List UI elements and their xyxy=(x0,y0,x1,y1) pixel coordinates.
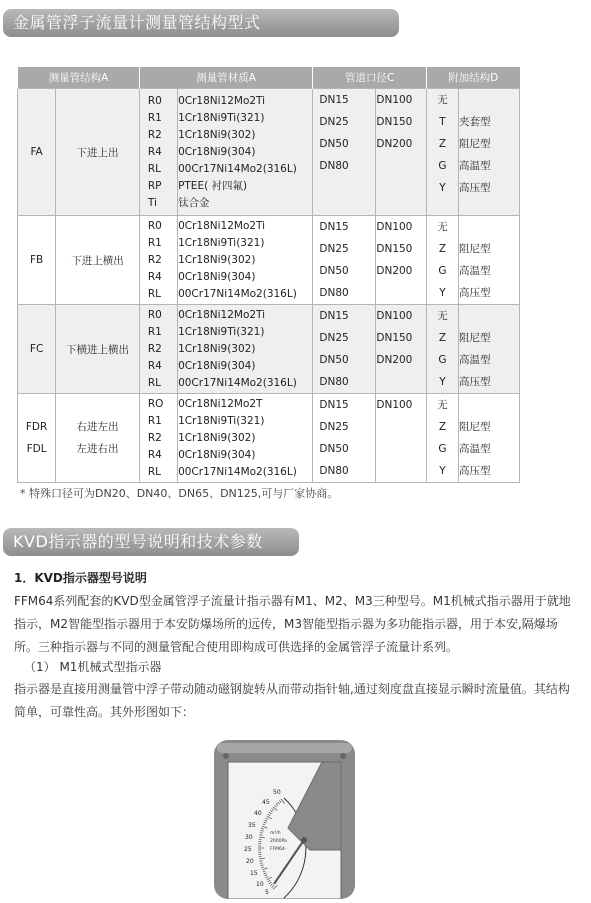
additional-desc-cell xyxy=(459,305,520,394)
material-code: RP xyxy=(148,178,177,195)
scale-label: 10 xyxy=(256,881,264,888)
diameter-value: DN100 xyxy=(376,305,426,327)
additional-code: G xyxy=(427,438,458,460)
additional-code: 无 xyxy=(427,89,458,111)
additional-desc: 阻尼型 xyxy=(459,327,519,349)
additional-desc: 夹套型 xyxy=(459,111,519,133)
type-desc: 下进上出 xyxy=(56,145,139,160)
material-code: Ti xyxy=(148,195,177,212)
material-name: 00Cr17Ni14Mo2(316L) xyxy=(178,375,312,392)
diameter-value: DN100 xyxy=(376,89,426,111)
material-name: 00Cr17Ni14Mo2(316L) xyxy=(178,286,312,303)
diameter-value: DN50 xyxy=(319,438,375,460)
additional-desc xyxy=(459,305,519,327)
header-structure: 测量管结构A xyxy=(18,67,140,89)
material-name: 0Cr18Ni12Mo2Ti xyxy=(178,218,312,235)
table-header-row xyxy=(18,67,520,89)
type-cell xyxy=(18,394,56,483)
diameter-value: DN80 xyxy=(319,460,375,482)
material-code: R1 xyxy=(148,413,177,430)
diameter-cell xyxy=(313,89,376,216)
material-code: R4 xyxy=(148,144,177,161)
table-row xyxy=(18,89,520,216)
type-code: FDR xyxy=(18,416,55,438)
paragraph: FFM64系列配套的KVD型金属管浮子流量计指示器有M1、M2、M3三种型号。M1机械式指示器用于就地指示，M2智能型指示器用于本安防爆场所的远传，M3智能型指示器为多功能指示器，用于本安,隔爆场所。三种指示器与不同的测量管配合使用即构成可供选择的金属管浮子流量计系列。 xyxy=(14,590,580,659)
section-title: KVD指示器的型号说明和技术参数 xyxy=(13,532,263,551)
additional-desc xyxy=(459,394,519,416)
diameter-value: DN100 xyxy=(376,394,426,416)
additional-code: G xyxy=(427,260,458,282)
material-name: 钛合金 xyxy=(178,195,312,212)
material-name: PTEE( 衬四氟) xyxy=(178,178,312,195)
additional-desc-cell xyxy=(459,89,520,216)
diameter-value: DN100 xyxy=(376,216,426,238)
scale-label: 5 xyxy=(265,889,269,896)
screw-icon xyxy=(340,753,346,759)
paragraph: 指示器是直接用测量管中浮子带动随动磁钢旋转从而带动指针轴,通过刻度盘直接显示瞬时流量值。其结构简单，可靠性高。其外形图如下： xyxy=(14,678,580,724)
additional-desc: 阻尼型 xyxy=(459,133,519,155)
additional-desc: 高温型 xyxy=(459,155,519,177)
additional-code-cell xyxy=(426,305,458,394)
type-desc: 下进上横出 xyxy=(56,253,139,268)
diameter-cell xyxy=(376,305,427,394)
type-code: FDL xyxy=(18,438,55,460)
dial-unit: m³/h xyxy=(270,830,281,836)
screw-icon xyxy=(223,753,229,759)
additional-code-cell xyxy=(426,394,458,483)
material-name: 0Cr18Ni9(304) xyxy=(178,447,312,464)
section-title: 金属管浮子流量计测量管结构型式 xyxy=(13,13,261,32)
material-name: 0Cr18Ni9(304) xyxy=(178,144,312,161)
type-cell xyxy=(18,305,56,394)
diameter-value: DN25 xyxy=(319,238,375,260)
material-name: 0Cr18Ni12Mo2T xyxy=(178,396,312,413)
material-code: RL xyxy=(148,161,177,178)
table-row xyxy=(18,305,520,394)
diameter-value: DN150 xyxy=(376,238,426,260)
additional-desc: 高温型 xyxy=(459,349,519,371)
table-row xyxy=(18,216,520,305)
desc-cell xyxy=(56,216,140,305)
footnote: * 特殊口径可为DN20、DN40、DN65、DN125,可与厂家协商。 xyxy=(20,485,338,501)
diameter-value: DN15 xyxy=(319,305,375,327)
additional-code: G xyxy=(427,155,458,177)
additional-code: Y xyxy=(427,282,458,304)
type-desc: 右进左出 xyxy=(56,416,139,438)
material-cell xyxy=(178,305,313,394)
indicator-device-image xyxy=(212,738,357,899)
material-code: R1 xyxy=(148,324,177,341)
material-code: R2 xyxy=(148,430,177,447)
material-name: 0Cr18Ni12Mo2Ti xyxy=(178,307,312,324)
diameter-cell xyxy=(313,305,376,394)
material-code: R2 xyxy=(148,127,177,144)
material-name: 0Cr18Ni9(304) xyxy=(178,358,312,375)
diameter-cell xyxy=(376,216,427,305)
material-cell xyxy=(178,216,313,305)
additional-code: Y xyxy=(427,371,458,393)
desc-cell xyxy=(56,89,140,216)
material-code: R4 xyxy=(148,358,177,375)
material-code-cell xyxy=(139,394,177,483)
material-code: R2 xyxy=(148,252,177,269)
type-code: FB xyxy=(18,254,55,266)
material-code: R0 xyxy=(148,218,177,235)
diameter-value: DN50 xyxy=(319,260,375,282)
material-name: 00Cr17Ni14Mo2(316L) xyxy=(178,464,312,481)
diameter-value: DN15 xyxy=(319,89,375,111)
material-code: R2 xyxy=(148,341,177,358)
scale-label: 50 xyxy=(273,789,281,796)
scale-label: 25 xyxy=(244,846,252,853)
additional-desc: 阻尼型 xyxy=(459,416,519,438)
material-cell xyxy=(178,394,313,483)
type-desc: 下横进上横出 xyxy=(56,342,139,357)
diameter-value: DN80 xyxy=(319,371,375,393)
scale-label: 45 xyxy=(262,799,270,806)
scale-label: 20 xyxy=(246,858,254,865)
material-name: 1Cr18Ni9Ti(321) xyxy=(178,110,312,127)
additional-desc xyxy=(459,89,519,111)
additional-desc: 阻尼型 xyxy=(459,238,519,260)
additional-desc-cell xyxy=(459,394,520,483)
material-code: R1 xyxy=(148,235,177,252)
pointer-hub xyxy=(301,837,307,843)
diameter-value: DN80 xyxy=(319,155,375,177)
material-code: R4 xyxy=(148,269,177,286)
type-cell xyxy=(18,89,56,216)
diameter-value: DN50 xyxy=(319,349,375,371)
material-code-cell xyxy=(139,305,177,394)
sub-heading: （1） M1机械式型指示器 xyxy=(24,656,590,679)
type-desc: 左进右出 xyxy=(56,438,139,460)
scale-label: 30 xyxy=(245,834,253,841)
scale-label: 35 xyxy=(248,822,256,829)
additional-desc: 高压型 xyxy=(459,371,519,393)
additional-desc: 高压型 xyxy=(459,460,519,482)
diameter-value: DN150 xyxy=(376,327,426,349)
section-title-banner xyxy=(3,528,299,556)
diameter-value: DN200 xyxy=(376,133,426,155)
material-code: RL xyxy=(148,375,177,392)
additional-code: Z xyxy=(427,327,458,349)
indicator-device-drawing xyxy=(212,738,357,899)
header-additional: 附加结构D xyxy=(426,67,519,89)
additional-desc: 高压型 xyxy=(459,177,519,199)
diameter-value: DN15 xyxy=(319,394,375,416)
diameter-value: DN15 xyxy=(319,216,375,238)
additional-code: Y xyxy=(427,177,458,199)
type-code: FC xyxy=(18,343,55,355)
material-code: RL xyxy=(148,464,177,481)
additional-desc xyxy=(459,216,519,238)
diameter-cell xyxy=(313,394,376,483)
header-material: 测量管材质A xyxy=(139,67,313,89)
diameter-value: DN50 xyxy=(319,133,375,155)
scale-label: 40 xyxy=(254,810,262,817)
device-top-highlight xyxy=(217,743,352,753)
material-name: 1Cr18Ni9(302) xyxy=(178,252,312,269)
additional-code: T xyxy=(427,111,458,133)
structure-table xyxy=(17,67,520,483)
additional-code: 无 xyxy=(427,216,458,238)
material-code: RL xyxy=(148,286,177,303)
additional-code: 无 xyxy=(427,305,458,327)
diameter-value: DN200 xyxy=(376,260,426,282)
additional-code: Y xyxy=(427,460,458,482)
diameter-value: DN200 xyxy=(376,349,426,371)
material-name: 00Cr17Ni14Mo2(316L) xyxy=(178,161,312,178)
additional-code: 无 xyxy=(427,394,458,416)
diameter-value: DN25 xyxy=(319,416,375,438)
material-code-cell xyxy=(139,89,177,216)
additional-desc: 高压型 xyxy=(459,282,519,304)
material-code: R0 xyxy=(148,307,177,324)
diameter-value: DN25 xyxy=(319,327,375,349)
diameter-cell xyxy=(376,394,427,483)
material-cell xyxy=(178,89,313,216)
material-name: 1Cr18Ni9(302) xyxy=(178,341,312,358)
material-name: 1Cr18Ni9(302) xyxy=(178,430,312,447)
dial-pressure: 2000Pa xyxy=(270,838,287,844)
subsection-heading: 1．KVD指示器型号说明 xyxy=(14,569,147,586)
material-code: R4 xyxy=(148,447,177,464)
dial-model: FFM64- xyxy=(270,846,287,852)
material-name: 1Cr18Ni9Ti(321) xyxy=(178,235,312,252)
diameter-cell xyxy=(313,216,376,305)
material-name: 1Cr18Ni9(302) xyxy=(178,127,312,144)
diameter-cell xyxy=(376,89,427,216)
additional-code: Z xyxy=(427,238,458,260)
desc-cell xyxy=(56,305,140,394)
additional-code: Z xyxy=(427,416,458,438)
material-name: 0Cr18Ni12Mo2Ti xyxy=(178,93,312,110)
material-code: R1 xyxy=(148,110,177,127)
additional-desc: 高温型 xyxy=(459,260,519,282)
diameter-value: DN150 xyxy=(376,111,426,133)
table-row xyxy=(18,394,520,483)
material-code: RO xyxy=(148,396,177,413)
section-title-banner xyxy=(3,9,399,37)
material-code: R0 xyxy=(148,93,177,110)
additional-code-cell xyxy=(426,89,458,216)
material-name: 1Cr18Ni9Ti(321) xyxy=(178,413,312,430)
additional-code: G xyxy=(427,349,458,371)
header-diameter: 管道口径C xyxy=(313,67,427,89)
diameter-value: DN80 xyxy=(319,282,375,304)
material-name: 1Cr18Ni9Ti(321) xyxy=(178,324,312,341)
type-cell xyxy=(18,216,56,305)
additional-code-cell xyxy=(426,216,458,305)
additional-desc-cell xyxy=(459,216,520,305)
desc-cell xyxy=(56,394,140,483)
additional-desc: 高温型 xyxy=(459,438,519,460)
material-code-cell xyxy=(139,216,177,305)
diameter-value: DN25 xyxy=(319,111,375,133)
material-name: 0Cr18Ni9(304) xyxy=(178,269,312,286)
additional-code: Z xyxy=(427,133,458,155)
type-code: FA xyxy=(18,146,55,158)
scale-label: 15 xyxy=(250,870,258,877)
